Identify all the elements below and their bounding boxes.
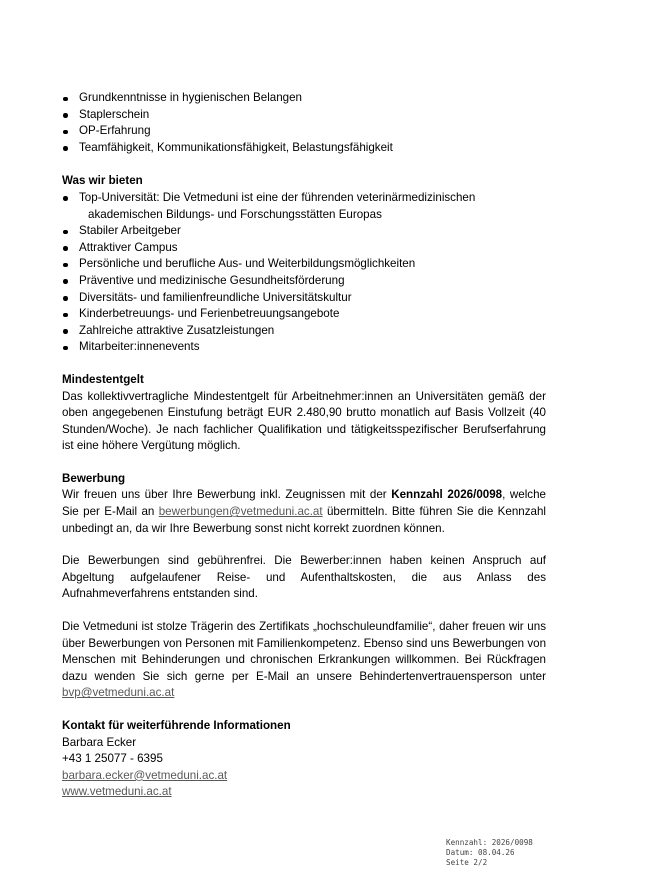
list-item: Persönliche und berufliche Aus- und Weiterbildungsmöglichkeiten (62, 256, 546, 273)
list-item: Grundkenntnisse in hygienischen Belangen (62, 90, 546, 107)
offer-heading: Was wir bieten (62, 174, 143, 188)
contact-heading: Kontakt für weiterführende Informationen (62, 719, 291, 732)
contact-email-link[interactable]: barbara.ecker@vetmeduni.ac.at (62, 768, 228, 782)
document-page (62, 90, 546, 801)
family-text: Die Vetmeduni ist stolze Trägerin des Zertifikats „hochschuleundfamilie“, daher freuen wir uns über Bewerbungen von Personen mit Familienkompetenz. Ebenso sind uns Bewerbungen von Menschen mit Behinderungen und chronischen Erkrankungen willkommen. Bei Rückfragen dazu wenden Sie sich gerne per E-Mail an unsere Behindertenvertrauensperson unter (62, 620, 547, 683)
list-item-text: Top-Universität: Die Vetmeduni ist eine der führenden veterinärmedizinischen (79, 190, 476, 204)
list-item: Präventive und medizinische Gesundheitsförderung (62, 273, 546, 290)
list-item (62, 190, 546, 223)
list-item-continuation: akademischen Bildungs- und Forschungsstätten Europas (88, 207, 382, 221)
website-link[interactable]: www.vetmeduni.ac.at (62, 785, 172, 799)
list-item: Kinderbetreuungs- und Ferienbetreuungsangebote (62, 306, 546, 323)
application-text: , welche Sie per E-Mail an (62, 488, 547, 519)
requirements-list (62, 90, 546, 156)
list-item: Attraktiver Campus (62, 240, 546, 257)
application-email-link[interactable]: bewerbungen@vetmeduni.ac.at (158, 505, 323, 519)
application-text: übermitteln. Bitte führen Sie die Kennzahl unbedingt an, da wir Ihre Bewerbung sonst nicht korrekt zuordnen können. (62, 505, 546, 535)
contact-name: Barbara Ecker (62, 735, 137, 749)
fees-paragraph: Die Bewerbungen sind gebührenfrei. Die Bewerber:innen haben keinen Anspruch auf Abgeltung aufgelaufener Reise- und Aufenthaltskosten, die aus Anlass des Aufnahmeverfahrens entstanden sind. (62, 554, 546, 601)
salary-text: Das kollektivvertragliche Mindestentgelt für Arbeitnehmer:innen an Universitäten gemäß der oben angegebenen Einstufung beträgt EUR 2.480,90 brutto monatlich auf Basis Vollzeit (40 Stunden/Woche). Je nach fachlicher Qualifikation und tätigkeitsspezifischer Berufserfahrung ist eine höhere Vergütung möglich. (62, 389, 546, 453)
kennzahl-text: Kennzahl 2026/0098 (391, 488, 503, 502)
bvp-email-link[interactable]: bvp@vetmeduni.ac.at (62, 686, 175, 700)
application-heading: Bewerbung (62, 471, 126, 485)
list-item: OP-Erfahrung (62, 123, 546, 140)
application-paragraph (62, 487, 546, 537)
contact-phone: +43 1 25077 - 6395 (62, 752, 163, 766)
footer-seite: Seite 2/2 (446, 857, 488, 867)
list-item: Mitarbeiter:innenevents (62, 339, 546, 356)
application-text: Wir freuen uns über Ihre Bewerbung inkl. Zeugnissen mit der (62, 488, 392, 502)
offer-list (62, 190, 546, 356)
list-item: Diversitäts- und familienfreundliche Universitätskultur (62, 290, 546, 307)
footer-datum: Datum: 08.04.26 (446, 847, 515, 857)
family-paragraph (62, 619, 546, 702)
list-item: Zahlreiche attraktive Zusatzleistungen (62, 323, 546, 340)
list-item: Stabiler Arbeitgeber (62, 223, 546, 240)
page-footer (446, 838, 533, 867)
salary-heading: Mindestentgelt (62, 372, 144, 386)
list-item: Teamfähigkeit, Kommunikationsfähigkeit, Belastungsfähigkeit (62, 140, 546, 157)
list-item: Staplerschein (62, 107, 546, 124)
footer-kennzahl: Kennzahl: 2026/0098 (446, 838, 533, 847)
